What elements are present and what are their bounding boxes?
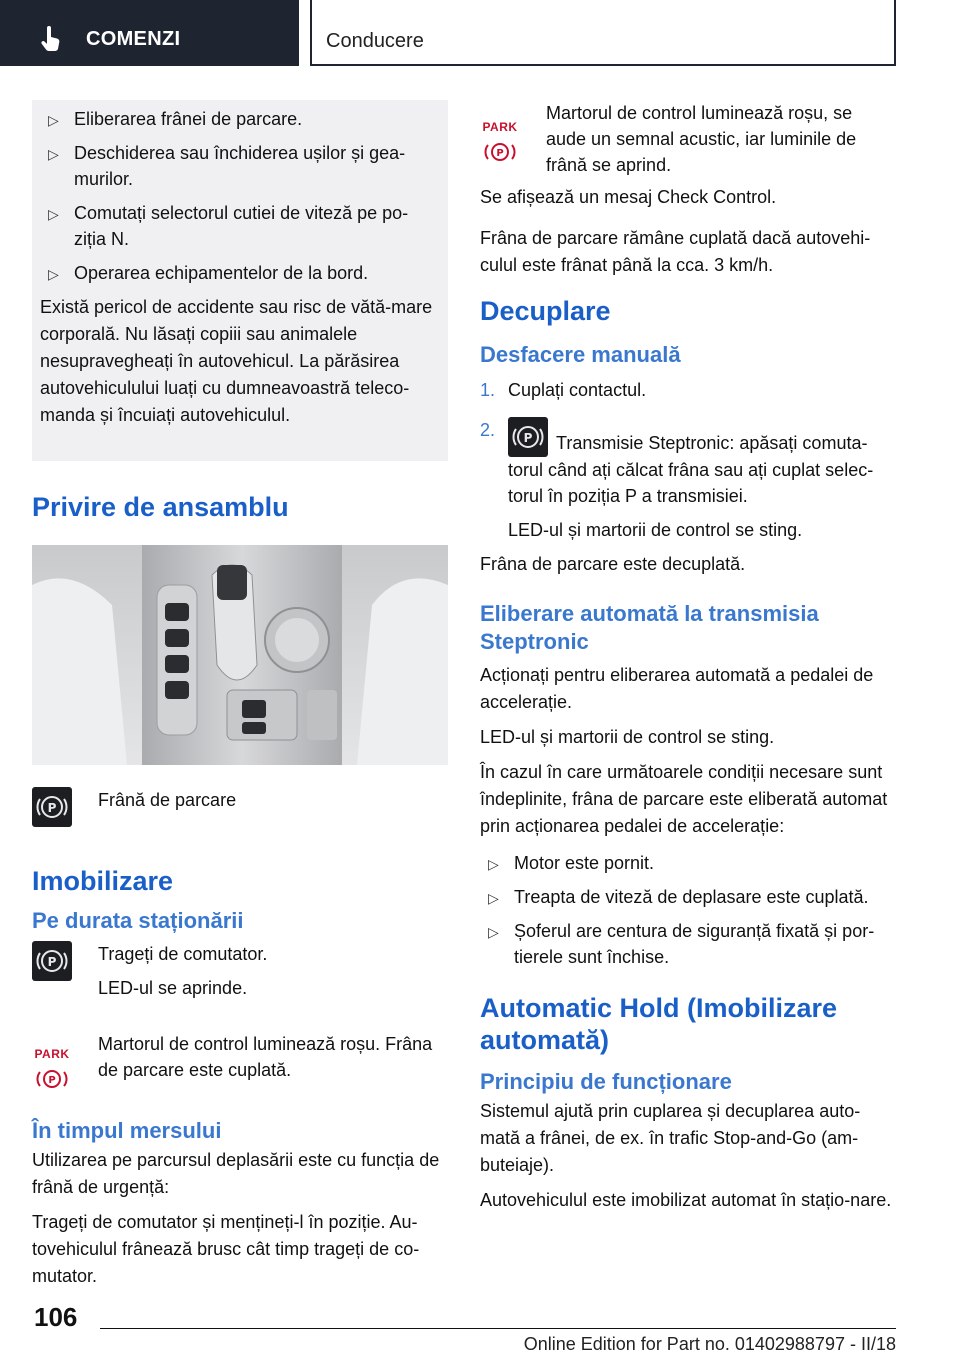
triangle-bullet-icon: ▷ [48, 112, 59, 128]
heading-auto-release: Eliberare automată la transmisia Steptronic [480, 601, 819, 654]
parking-brake-legend [32, 787, 448, 831]
parking-brake-button-icon [32, 787, 72, 827]
right-column [480, 100, 896, 1222]
chapter-label: COMENZI [86, 28, 181, 50]
left-column [32, 100, 448, 1298]
list-item: ▷ Operarea echipamentelor de la bord. [40, 260, 440, 286]
park-indicator-row [480, 100, 896, 178]
hand-pointer-icon [40, 26, 64, 52]
section-label: Conducere [326, 30, 424, 52]
pull-switch-text: Trageți de comutator. [98, 944, 268, 964]
led-on-text: LED-ul se aprinde. [98, 978, 248, 998]
indicator-red-text: Martorul de control luminează roșu. Frâna de parcare este cuplată. [98, 1034, 433, 1080]
page-footer [0, 1290, 960, 1362]
auto-release-text-3: În cazul în care următoarele condiții necesare sunt îndeplinite, frâna de parcare este eliberată automat prin acționarea pedalei de accelerație: [480, 762, 888, 836]
list-item: ▷ Comutați selectorul cutiei de viteză pe po-ziția N. [48, 203, 409, 249]
parking-brake-label: Frână de parcare [98, 790, 237, 810]
center-console-photo [32, 545, 448, 765]
heading-parked: Pe durata staționării [32, 908, 244, 933]
auto-release-text-1: Acționați pentru eliberarea automată a pedalei de accelerație. [480, 665, 874, 712]
console-illustration [32, 545, 448, 765]
edition-text: Online Edition for Part no. 01402988797 - II/18 [523, 1334, 896, 1354]
svg-text:P: P [47, 955, 57, 969]
auto-release-text-2: LED-ul și martorii de control se sting. [480, 727, 775, 747]
list-item: ▷ Treapta de viteză de deplasare este cuplată. [480, 884, 896, 910]
driving-text-1: Utilizarea pe parcursul deplasării este cu funcția de frână de urgență: [32, 1150, 440, 1197]
check-control-text: Se afișează un mesaj Check Control. [480, 187, 777, 207]
heading-autohold: Automatic Hold (Imobilizare automată) [480, 993, 838, 1055]
chapter-tab[interactable] [0, 0, 299, 66]
warning-box [32, 100, 448, 461]
svg-text:P: P [496, 148, 504, 159]
triangle-bullet-icon: ▷ [488, 856, 499, 872]
park-indicator-icon: PARK P [482, 120, 518, 159]
heading-immobilize: Imobilizare [32, 866, 174, 896]
heading-manual: Desfacere manuală [480, 342, 681, 367]
triangle-bullet-icon: ▷ [48, 206, 59, 222]
triangle-bullet-icon: ▷ [48, 266, 59, 282]
section-tab[interactable] [310, 0, 896, 66]
heading-driving: În timpul mersului [32, 1118, 222, 1143]
triangle-bullet-icon: ▷ [48, 146, 59, 162]
heading-release: Decuplare [480, 296, 611, 326]
step2-led-text: LED-ul și martorii de control se sting. [508, 520, 803, 540]
triangle-bullet-icon: ▷ [488, 890, 499, 906]
principle-text-2: Autovehiculul este imobilizat automat în stațio-nare. [480, 1190, 892, 1210]
list-item: ▷ Șoferul are centura de siguranță fixată și por-tierele sunt închise. [488, 921, 875, 967]
list-item: ▷ Eliberarea frânei de parcare. [40, 106, 440, 132]
parking-brake-button-icon [508, 417, 548, 457]
warning-text: Există pericol de accidente sau risc de vătă-mare corporală. Nu lăsați copiii sau animalele nesupravegheați în autovehicul. La părăsirea autovehiculului luați cu dumneavoastră teleco-manda și încuiați autovehiculul. [40, 297, 433, 425]
parking-brake-button-icon [32, 941, 72, 981]
released-text: Frâna de parcare este decuplată. [480, 554, 746, 574]
triangle-bullet-icon: ▷ [488, 924, 499, 940]
footer-divider [100, 1328, 896, 1329]
list-item: 2. P Transmisie Steptronic: apăsați comuta-torul când ați călcat frâna sau ați cuplat selec-torul în poziția P a transmisiei. LED-ul și martorii de control se sting. [480, 417, 896, 543]
step-number: 2. [480, 420, 496, 440]
svg-text:P: P [523, 431, 533, 445]
principle-text-1: Sistemul ajută prin cuplarea și decuplarea auto-mată a frânei, de ex. în trafic Stop-and-Go (am-buteiaje). [480, 1101, 861, 1175]
park-indicator-row [32, 1023, 448, 1086]
indicator-red-sound-text: Martorul de control luminează roșu, se aude un semnal acustic, iar luminile de frână se aprind. [546, 103, 857, 175]
svg-text:P: P [48, 1075, 56, 1086]
page-number: 106 [34, 1302, 78, 1332]
list-item: ▷ Motor este pornit. [480, 850, 896, 876]
list-item: 1. Cuplați contactul. [480, 377, 896, 403]
remains-engaged-text: Frâna de parcare rămâne cuplată dacă autovehi-culul este frânat până la cca. 3 km/h. [480, 228, 871, 275]
list-item: ▷ Deschiderea sau închiderea ușilor și gea-murilor. [48, 143, 406, 189]
step-number: 1. [480, 380, 496, 400]
page-header [0, 0, 960, 66]
heading-overview: Privire de ansamblu [32, 492, 289, 522]
heading-principle: Principiu de funcționare [480, 1069, 732, 1094]
svg-text:P: P [47, 801, 57, 815]
driving-text-2: Trageți de comutator și mențineți-l în poziție. Au-tovehiculul frânează brusc cât timp trageți de co-mutator. [32, 1212, 420, 1286]
park-indicator-icon: PARK P [34, 1047, 70, 1086]
pull-switch-row [32, 941, 448, 1001]
